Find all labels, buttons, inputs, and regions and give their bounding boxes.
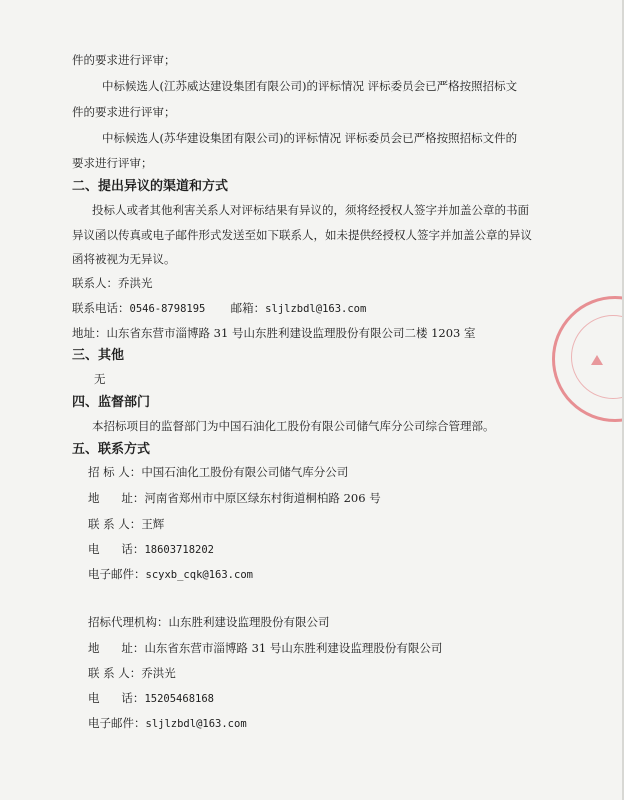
tenderer-address-row: [88, 490, 381, 506]
agency-contact: 乔洪光: [141, 666, 176, 680]
objection-para-line: 函将被视为无异议。: [72, 252, 176, 266]
objection-address: [72, 325, 476, 341]
tenderer-email-label: 电子邮件：: [88, 567, 146, 581]
contact-name: 乔洪光: [118, 276, 153, 290]
email-label: 邮箱：: [230, 301, 266, 315]
section-heading-objection: 二、提出异议的渠道和方式: [72, 179, 229, 194]
email-address: sljlzbdl@163.com: [265, 303, 367, 315]
agency-email: sljlzbdl@163.com: [145, 718, 247, 730]
agency-name-row: [88, 614, 330, 630]
text-line: 中标候选人(苏华建设集团有限公司)的评标情况 评标委员会已严格按照招标文件的: [102, 131, 518, 145]
agency-address-row: [88, 640, 442, 656]
section-heading-contact: 五、联系方式: [72, 442, 151, 457]
agency-value: 山东胜利建设监理股份有限公司: [168, 615, 330, 629]
tenderer-label: 招 标 人：: [88, 465, 142, 479]
agency-contact-row: [88, 665, 176, 681]
tenderer-addr-label: 地 址：: [88, 491, 145, 505]
tenderer-phone-label: 电 话：: [88, 542, 145, 556]
agency-addr-label: 地 址：: [88, 641, 145, 655]
objection-contact: [72, 275, 153, 291]
contact-label: 联系人：: [72, 276, 118, 290]
phone-label: 联系电话：: [72, 301, 130, 315]
text-line: 中标候选人(江苏威达建设集团有限公司)的评标情况 评标委员会已严格按照招标文: [102, 79, 518, 93]
official-seal-stamp: [552, 296, 624, 422]
tenderer-phone-row: [88, 541, 214, 558]
address-label: 地址：: [72, 326, 107, 340]
section-heading-supervision: 四、监督部门: [72, 395, 151, 410]
tenderer-name-row: [88, 464, 348, 480]
tenderer-email-row: [88, 566, 253, 583]
supervision-body: 本招标项目的监督部门为中国石油化工股份有限公司储气库分公司综合管理部。: [92, 419, 495, 433]
text-line: 件的要求进行评审；: [72, 53, 176, 67]
seal-star-icon: [591, 355, 603, 365]
address-value: 山东省东营市淄博路 31 号山东胜利建设监理股份有限公司二楼 1203 室: [106, 326, 476, 340]
agency-phone: 15205468168: [144, 693, 214, 705]
section-heading-other: 三、其他: [72, 348, 125, 363]
objection-para-line: 投标人或者其他利害关系人对评标结果有异议的，须将经授权人签字并加盖公章的书面: [92, 203, 529, 217]
tenderer-email: scyxb_cqk@163.com: [145, 569, 253, 581]
agency-phone-row: [88, 690, 214, 707]
other-body: 无: [94, 372, 106, 386]
agency-phone-label: 电 话：: [88, 691, 145, 705]
text-line: 要求进行评审；: [72, 156, 153, 170]
tenderer-contact-label: 联 系 人：: [88, 517, 142, 531]
agency-label: 招标代理机构：: [88, 615, 169, 629]
phone-number: 0546-8798195: [129, 303, 206, 315]
tenderer-phone: 18603718202: [144, 544, 214, 556]
objection-para-line: 异议函以传真或电子邮件形式发送至如下联系人，如未提供经授权人签字并加盖公章的异议: [72, 228, 532, 242]
agency-email-row: [88, 715, 247, 732]
tenderer-addr: 河南省郑州市中原区绿东村街道桐柏路 206 号: [144, 491, 381, 505]
objection-phone-email: [72, 300, 366, 317]
agency-contact-label: 联 系 人：: [88, 666, 142, 680]
tenderer-contact-row: [88, 516, 164, 532]
agency-addr: 山东省东营市淄博路 31 号山东胜利建设监理股份有限公司: [144, 641, 443, 655]
tenderer-contact: 王辉: [141, 517, 165, 531]
agency-email-label: 电子邮件：: [88, 716, 146, 730]
tenderer-value: 中国石油化工股份有限公司储气库分公司: [141, 465, 349, 479]
text-line: 件的要求进行评审；: [72, 105, 176, 119]
